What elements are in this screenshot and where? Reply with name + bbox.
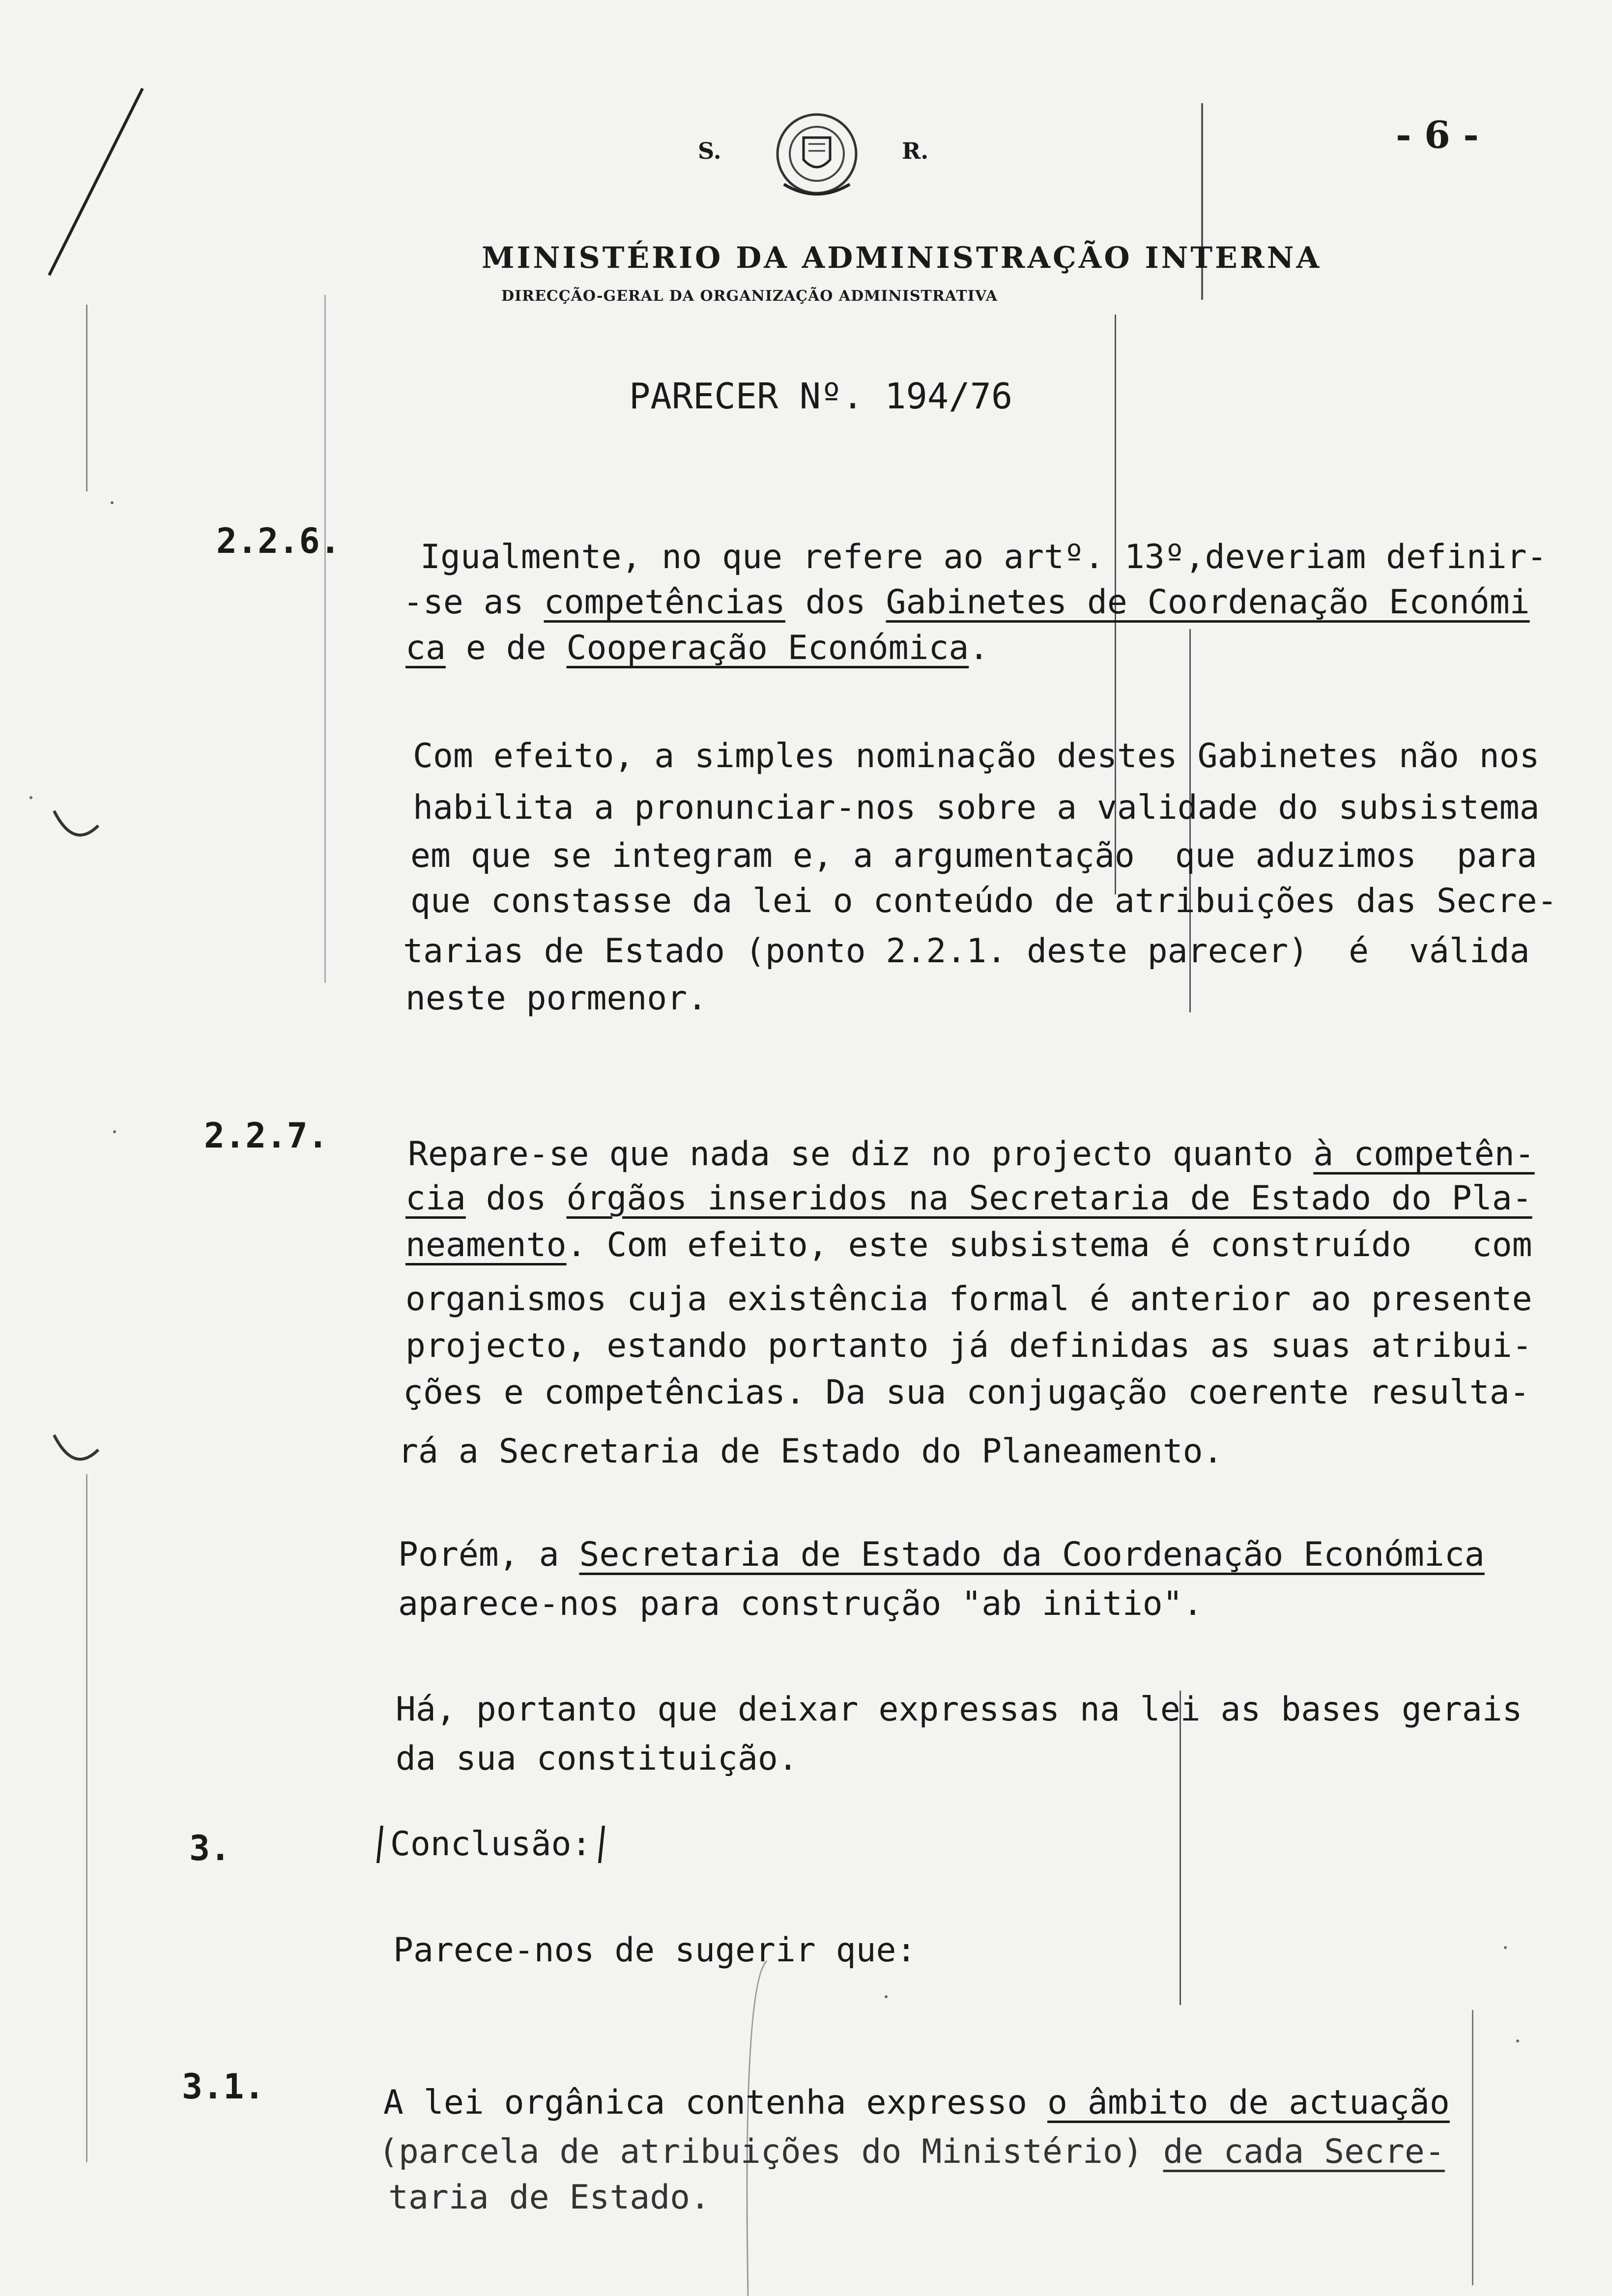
- ministry-name: MINISTÉRIO DA ADMINISTRAÇÃO INTERNA: [482, 241, 1322, 275]
- document-title: PARECER Nº. 194/76: [629, 375, 1013, 417]
- seal-letter-left: S.: [698, 138, 721, 164]
- text-line: Igualmente, no que refere ao artº. 13º,deveriam definir-: [420, 538, 1547, 576]
- text-line: projecto, estando portanto já definidas as suas atribui-: [405, 1326, 1532, 1365]
- coat-of-arms-seal: [764, 111, 870, 201]
- section-number-227: 2.2.7.: [204, 1116, 328, 1156]
- text-line: Há, portanto que deixar expressas na lei as bases gerais: [396, 1690, 1523, 1729]
- section-number-226: 2.2.6.: [216, 521, 341, 561]
- text-line: taria de Estado.: [388, 2178, 711, 2217]
- section-number-31: 3.1.: [182, 2066, 265, 2107]
- text-line: cia dos órgãos inseridos na Secretaria de Estado do Pla-: [405, 1179, 1532, 1218]
- text-line: Com efeito, a simples nominação destes Gabinetes não nos: [413, 737, 1540, 775]
- text-line: -se as competências dos Gabinetes de Coordenação Económi: [403, 583, 1530, 622]
- text-line: rá a Secretaria de Estado do Planeamento.: [398, 1432, 1223, 1471]
- text-line: neste pormenor.: [405, 979, 708, 1018]
- text-line: tarias de Estado (ponto 2.2.1. deste parecer) é válida: [403, 932, 1530, 971]
- scan-line: [1472, 2010, 1473, 2285]
- text-line: que constasse da lei o conteúdo de atribuições das Secre-: [410, 882, 1557, 920]
- text-line: da sua constituição.: [396, 1739, 798, 1778]
- text-line: (parcela de atribuições do Ministério) de cada Secre-: [378, 2132, 1445, 2171]
- seal-letter-right: R.: [902, 138, 929, 164]
- text-line: habilita a pronunciar-nos sobre a validade do subsistema: [413, 788, 1540, 827]
- text-line: ca e de Cooperação Económica.: [405, 629, 989, 667]
- scan-line: [1180, 1691, 1181, 2005]
- text-line: Porém, a Secretaria de Estado da Coordenação Económica: [398, 1535, 1485, 1574]
- conclusion-heading: Conclusão:: [390, 1825, 592, 1864]
- page-number: - 6 -: [1396, 113, 1479, 157]
- scan-line: [86, 305, 87, 491]
- text-line: Parece-nos de sugerir que:: [393, 1931, 917, 1970]
- text-line: aparece-nos para construção "ab initio".: [398, 1584, 1203, 1623]
- scan-line: [86, 1474, 87, 2162]
- text-line: neamento. Com efeito, este subsistema é construído com: [405, 1226, 1532, 1264]
- text-line: Repare-se que nada se diz no projecto quanto à competên-: [408, 1135, 1535, 1174]
- conclusion-heading-box: [376, 1826, 605, 1863]
- scan-line: [324, 295, 326, 983]
- text-line: organismos cuja existência formal é anterior ao presente: [405, 1280, 1532, 1319]
- directorate-name: DIRECÇÃO-GERAL DA ORGANIZAÇÃO ADMINISTRATIVA: [501, 287, 998, 305]
- text-line: A lei orgânica contenha expresso o âmbito de actuação: [383, 2083, 1450, 2122]
- text-line: em que se integram e, a argumentação que aduzimos para: [410, 836, 1537, 875]
- section-number-3: 3.: [189, 1828, 231, 1868]
- text-line: ções e competências. Da sua conjugação coerente resulta-: [403, 1373, 1530, 1412]
